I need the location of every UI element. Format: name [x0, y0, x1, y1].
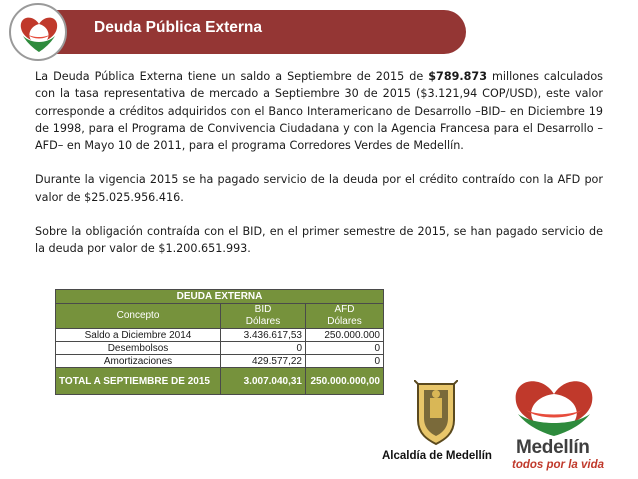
header-afd: [306, 304, 384, 329]
saldo-amount: $789.873: [428, 70, 488, 83]
medellin-heart-logo-small: [9, 3, 67, 61]
table-row: [56, 342, 384, 355]
body-text: [35, 68, 603, 275]
row-afd: 0: [306, 342, 384, 355]
header-afd-label: AFD: [334, 304, 355, 315]
header-bar: [40, 10, 466, 54]
table-row: [56, 329, 384, 342]
row-concepto: Desembolsos: [56, 342, 221, 355]
table-title: DEUDA EXTERNA: [56, 290, 384, 304]
total-afd: 250.000.000,00: [306, 368, 384, 395]
row-concepto: Saldo a Diciembre 2014: [56, 329, 221, 342]
total-bid: 3.007.040,31: [221, 368, 306, 395]
row-bid: 429.577,22: [221, 355, 306, 368]
paragraph-afd: Durante la vigencia 2015 se ha pagado servicio de la deuda por el crédito contraído con la AFD por valor de $25.025.956.416.: [35, 173, 603, 204]
deuda-externa-table: [55, 289, 384, 395]
paragraph-saldo-rest: millones calculados con la tasa representativa de mercado a Septiembre 30 de 2015 ($3.121,94 COP/USD), este valor corresponde a créditos adquiridos con el Banco Interamericano de Desarrollo –BID– en Diciembre 19 de 1998, para el Programa de Convivencia Ciudadana y con la Agencia Francesa para el Desarrollo –AFD– en Mayo 10 de 2011, para el programa Corredores Verdes de Medellín.: [35, 70, 603, 153]
paragraph-saldo: [35, 68, 603, 154]
header-bid: [221, 304, 306, 329]
paragraph-saldo-intro: La Deuda Pública Externa tiene un saldo a Septiembre de 2015 de: [35, 70, 429, 83]
medellin-heart-icon: [512, 376, 596, 436]
heart-icon: [19, 14, 59, 52]
header-concepto: Concepto: [56, 304, 221, 329]
table-row: [56, 355, 384, 368]
row-concepto: Amortizaciones: [56, 355, 221, 368]
header-afd-unit: Dólares: [327, 316, 362, 327]
header-bid-unit: Dólares: [245, 316, 281, 327]
alcaldia-crest-icon: [414, 380, 458, 446]
alcaldia-label: Alcaldía de Medellín: [382, 450, 492, 462]
row-afd: 250.000.000: [306, 329, 384, 342]
table-total-row: [56, 368, 384, 395]
total-concepto: TOTAL A SEPTIEMBRE DE 2015: [56, 368, 221, 395]
page-title: Deuda Pública Externa: [94, 19, 262, 36]
row-bid: 3.436.617,53: [221, 329, 306, 342]
row-bid: 0: [221, 342, 306, 355]
paragraph-bid: Sobre la obligación contraída con el BID, en el primer semestre de 2015, se han pagado servicio de la deuda por valor de $1.200.651.993.: [35, 225, 603, 256]
row-afd: 0: [306, 355, 384, 368]
header-bid-label: BID: [254, 304, 272, 315]
medellin-name: Medellín: [516, 437, 590, 458]
medellin-slogan: todos por la vida: [512, 459, 605, 471]
